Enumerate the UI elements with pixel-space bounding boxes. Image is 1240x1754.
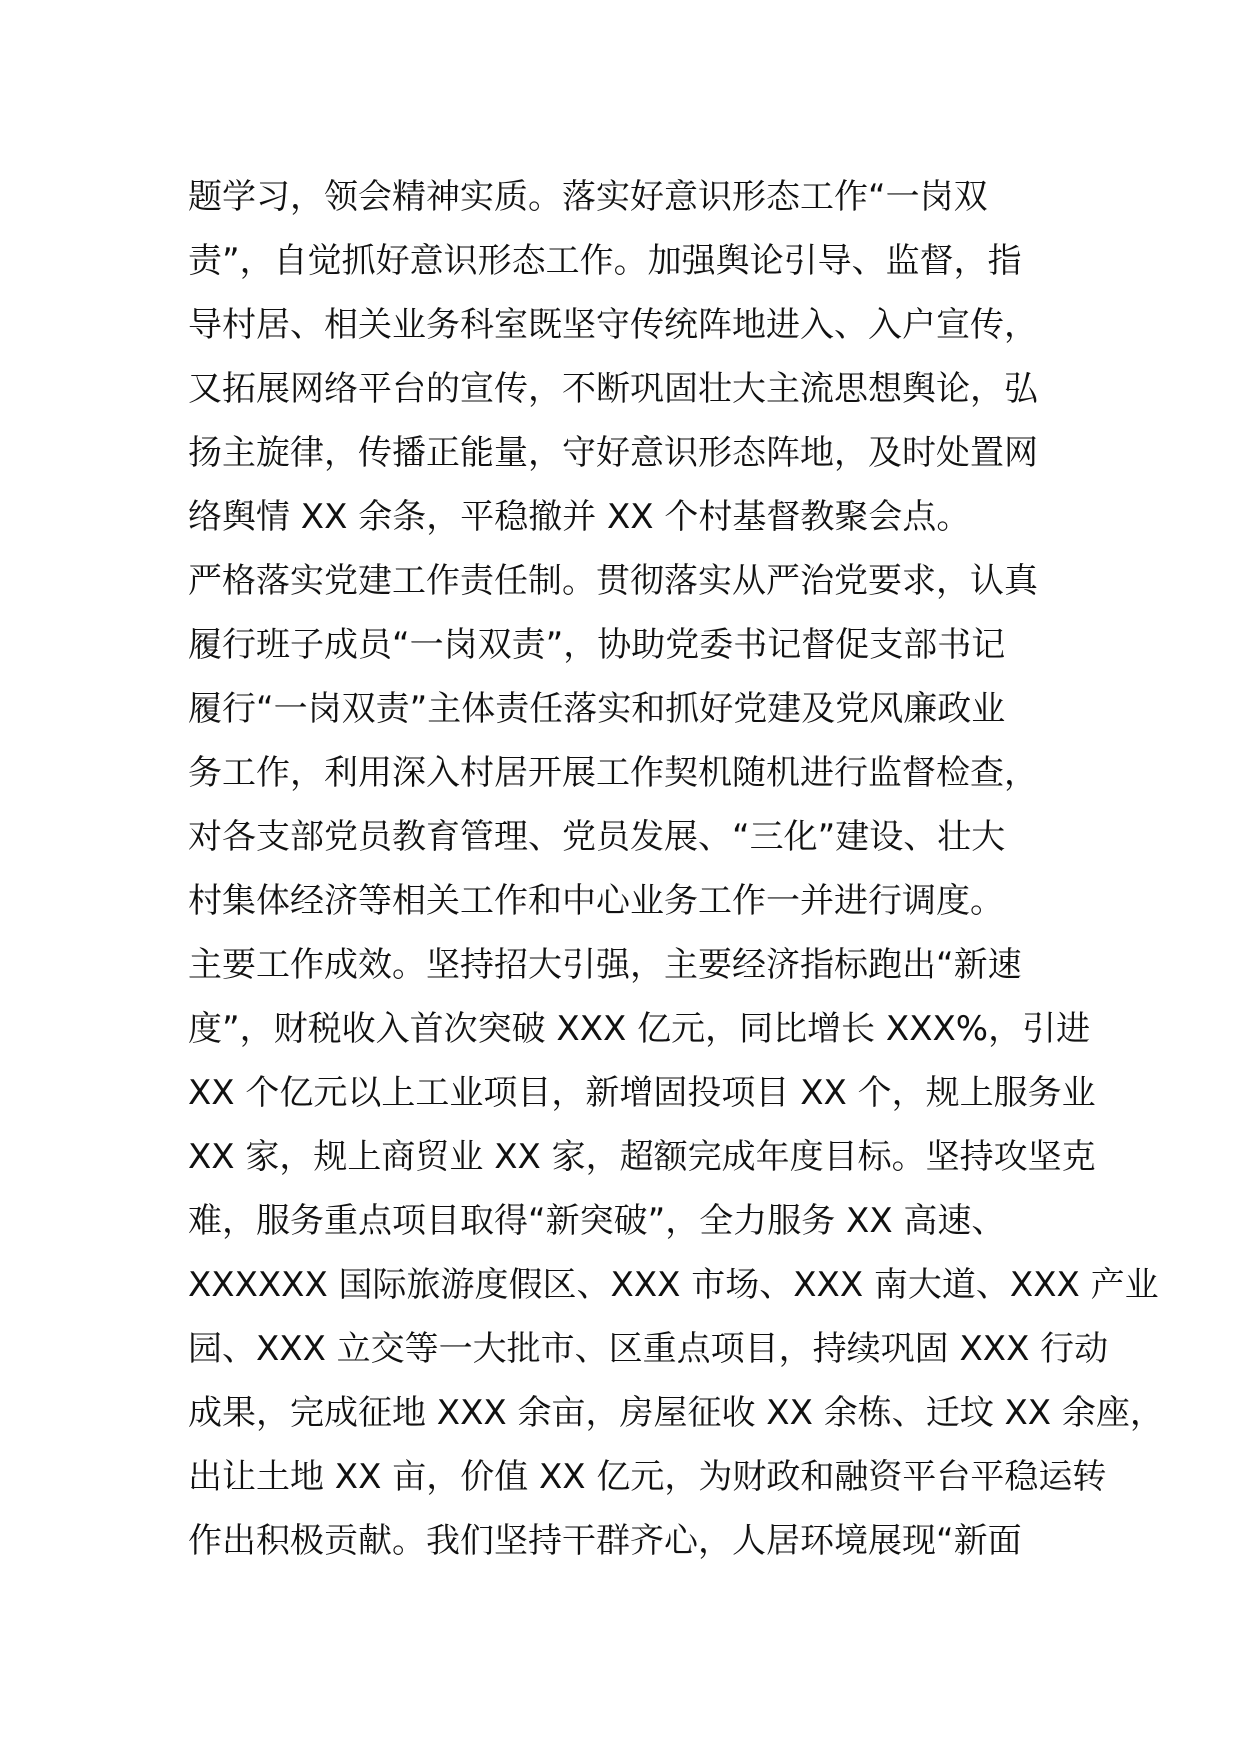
text-line: 出让土地 XX 亩，价值 XX 亿元，为财政和融资平台平稳运转 [188,1457,1107,1497]
text-line: 履行班子成员“一岗双责”，协助党委书记督促支部书记 [188,625,1006,665]
text-line: 络舆情 XX 余条，平稳撤并 XX 个村基督教聚会点。 [188,497,971,537]
text-line: 履行“一岗双责”主体责任落实和抓好党建及党风廉政业 [188,689,1006,729]
body-text [188,165,1164,1573]
text-line: 责”，自觉抓好意识形态工作。加强舆论引导、监督，指 [188,241,1022,281]
text-line: 题学习，领会精神实质。落实好意识形态工作“一岗双 [188,177,988,217]
text-line: 扬主旋律，传播正能量，守好意识形态阵地，及时处置网 [188,433,1038,473]
text-line: 导村居、相关业务科室既坚守传统阵地进入、入户宣传， [188,305,1038,345]
text-line: 作出积极贡献。我们坚持干群齐心，人居环境展现“新面 [188,1521,1022,1561]
text-line: 园、XXX 立交等一大批市、区重点项目，持续巩固 XXX 行动 [188,1329,1109,1369]
text-line: 务工作，利用深入村居开展工作契机随机进行监督检查， [188,753,1038,793]
text-line: 对各支部党员教育管理、党员发展、“三化”建设、壮大 [188,817,1006,857]
text-line: 村集体经济等相关工作和中心业务工作一并进行调度。 [188,881,1004,921]
text-line: XXXXXX 国际旅游度假区、XXX 市场、XXX 南大道、XXX 产业 [188,1265,1159,1305]
text-line: 难，服务重点项目取得“新突破”，全力服务 XX 高速、 [188,1201,1006,1241]
text-line: XX 家，规上商贸业 XX 家，超额完成年度目标。坚持攻坚克 [188,1137,1096,1177]
text-line: XX 个亿元以上工业项目，新增固投项目 XX 个，规上服务业 [188,1073,1096,1113]
text-line: 又拓展网络平台的宣传，不断巩固壮大主流思想舆论，弘 [188,369,1038,409]
text-line: 主要工作成效。坚持招大引强，主要经济指标跑出“新速 [188,945,1022,985]
text-line: 度”，财税收入首次突破 XXX 亿元，同比增长 XXX%，引进 [188,1009,1091,1049]
text-line: 成果，完成征地 XXX 余亩，房屋征收 XX 余栋、迁坟 XX 余座， [188,1393,1164,1433]
text-line: 严格落实党建工作责任制。贯彻落实从严治党要求，认真 [188,561,1038,601]
